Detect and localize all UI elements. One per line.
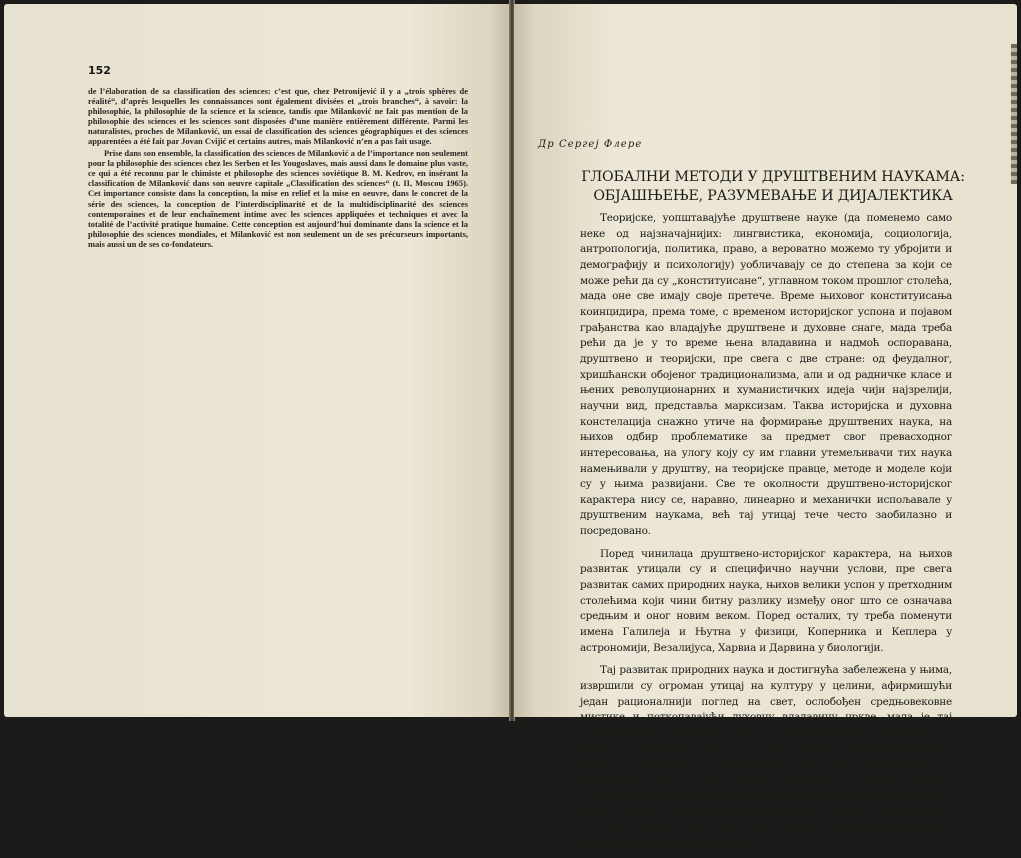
french-paragraph: Prise dans son ensemble, la classification des sciences de Milanković a de l’importance non seulement pour la philosophie des sciences chez les Serben et les Yougoslaves, mais aussi dans le domaine plus vaste, ce qui a été reconnu par le chimiste et philosophe des sciences soviétique B. M. Kedrov, en insérant la classification de Milanković dans son oeuvre capitale „Classification des sciences“ (t. II, Moscou 1965). Cet importance consiste dans la conception, la mise en relief et la mise en oeuvre, dans le concret de la série des sciences, la conception de l’interdisciplinarité et de la multidisciplinarité des sciences contemporaines et de leur enchaînement intime avec les sciences appliquées et techniques et avec la totalité de l’activité pratique humaine. Cette conception est aujourd’hui dominante dans la science et la philosophie des sciences mondiales, et Milanković est non seulement un de ses précurseurs importants, mais aussi un de ses co-fondateurs. (88, 148, 468, 249)
serbian-paragraph: Теоријске, уопштавајуће друштвене науке (да поменемо само неке од најзначајнијих: лингвистика, економија, социологија, антропологија, политика, право, а вероватно можемо ту убројити и демографију и психологију) уобличавају се до степена за који се може рећи да су „конституисане“, углавном током прошлог столећа, мада оне све имају своје претече. Време њиховог конституисања коинцидира, према томе, с временом историјског успона и појавом грађанства као владајуће друштвене и духовне снаге, мада треба рећи да је у то време њена владавина и надмоћ оспоравана, друштвено и теоријски, пре свега с две стране: од феудалног, хришћански обојеног традиционализма, али и од радничке класе и њених револуционарних и хуманистичких идеја чији најзрелији, научни вид, представља марксизам. Таква историјска и духовна констелација снажно утиче на формирање друштвених наука, на њихов одбир проблематике за предмет свог превасходног интересовања, на улогу коју су им главни утемељивачи тих наука намењивали у друштву, на теоријске правце, методе и моделе који су у њима развијани. Све те околности друштвено-историјског карактера нису се, наравно, линеарно и механички испољавале у друштвеним наукама, већ тај утицај тече често заобилазно и посредовано. (580, 212, 952, 538)
article-author: Др Сергеј Флере (538, 139, 643, 150)
serbian-text-block (580, 211, 952, 858)
article-title (575, 168, 971, 205)
french-paragraph: de l’élaboration de sa classification des sciences: c’est que, chez Petronijević il y a „trois sphères de réalité“, d’après lesquelles les connaissances sont également divisées et „trois branches“, à savoir: la philosophie, la philosophie de la science et la science, tandis que Milanković ne fait pas mention de la philosophie des sciences et les sciences sont disposées d’une manière entièrement différente. Parmi les naturalistes, proches de Milanković, un essai de classification des sciences géographiques et des sciences apparentées a été fait par Jovan Cvijić et certains autres, mais Milanković n’en a pas fait usage. (88, 86, 468, 147)
serbian-paragraph: Тај развитак природних наука и достигнућа забележена у њима, извршили су огроман утицај на културу у целини, афирмишући један рационалнији поглед на свет, ослобођен средњовековне мистике и поткопавајући духовну владавину цркве, мада је тај рационалнији поглед бивао често ограничен на инструменталност. Тиме су отворена и врата својеврсној негацији, антитези духовном стању забележеном у претходном периоду, сцијентизму као становишту које основну улогу у развитку и уређењу будућег друштва, не само њеног материјалног напретка већ и друштвених односа у њему, види у науци и научницима. Може се сматрати да је А. Сен Симон (H. Saint Simon) имао кључну улогу у ширењу идеје о темељној функцији науке у обли- (580, 664, 952, 849)
article-title-line: ГЛОБАЛНИ МЕТОДИ У ДРУШТВЕНИМ НАУКАМА: (581, 169, 965, 185)
left-page (4, 4, 510, 717)
page-number: 152 (88, 64, 111, 77)
french-text-block (88, 86, 468, 249)
serbian-paragraph: Поред чинилаца друштвено-историјског карактера, на њихов развитак утицали су и специфично научни услови, пре свега развитак самих природних наука, њихов велики успон у претходним столећима који чини битну разлику између оног што се означава средњим и оног новим веком. Поред осталих, ту треба поменути имена Галилеја и Њутна у физици, Коперника и Кеплера у астрономији, Везалијуса, Харвиа и Дарвина у биологији. (580, 547, 952, 654)
scan-edge-strip (1011, 44, 1017, 184)
article-title-line: ОБЈАШЊЕЊЕ, РАЗУМЕВАЊЕ И ДИЈАЛЕКТИКА (593, 187, 953, 204)
